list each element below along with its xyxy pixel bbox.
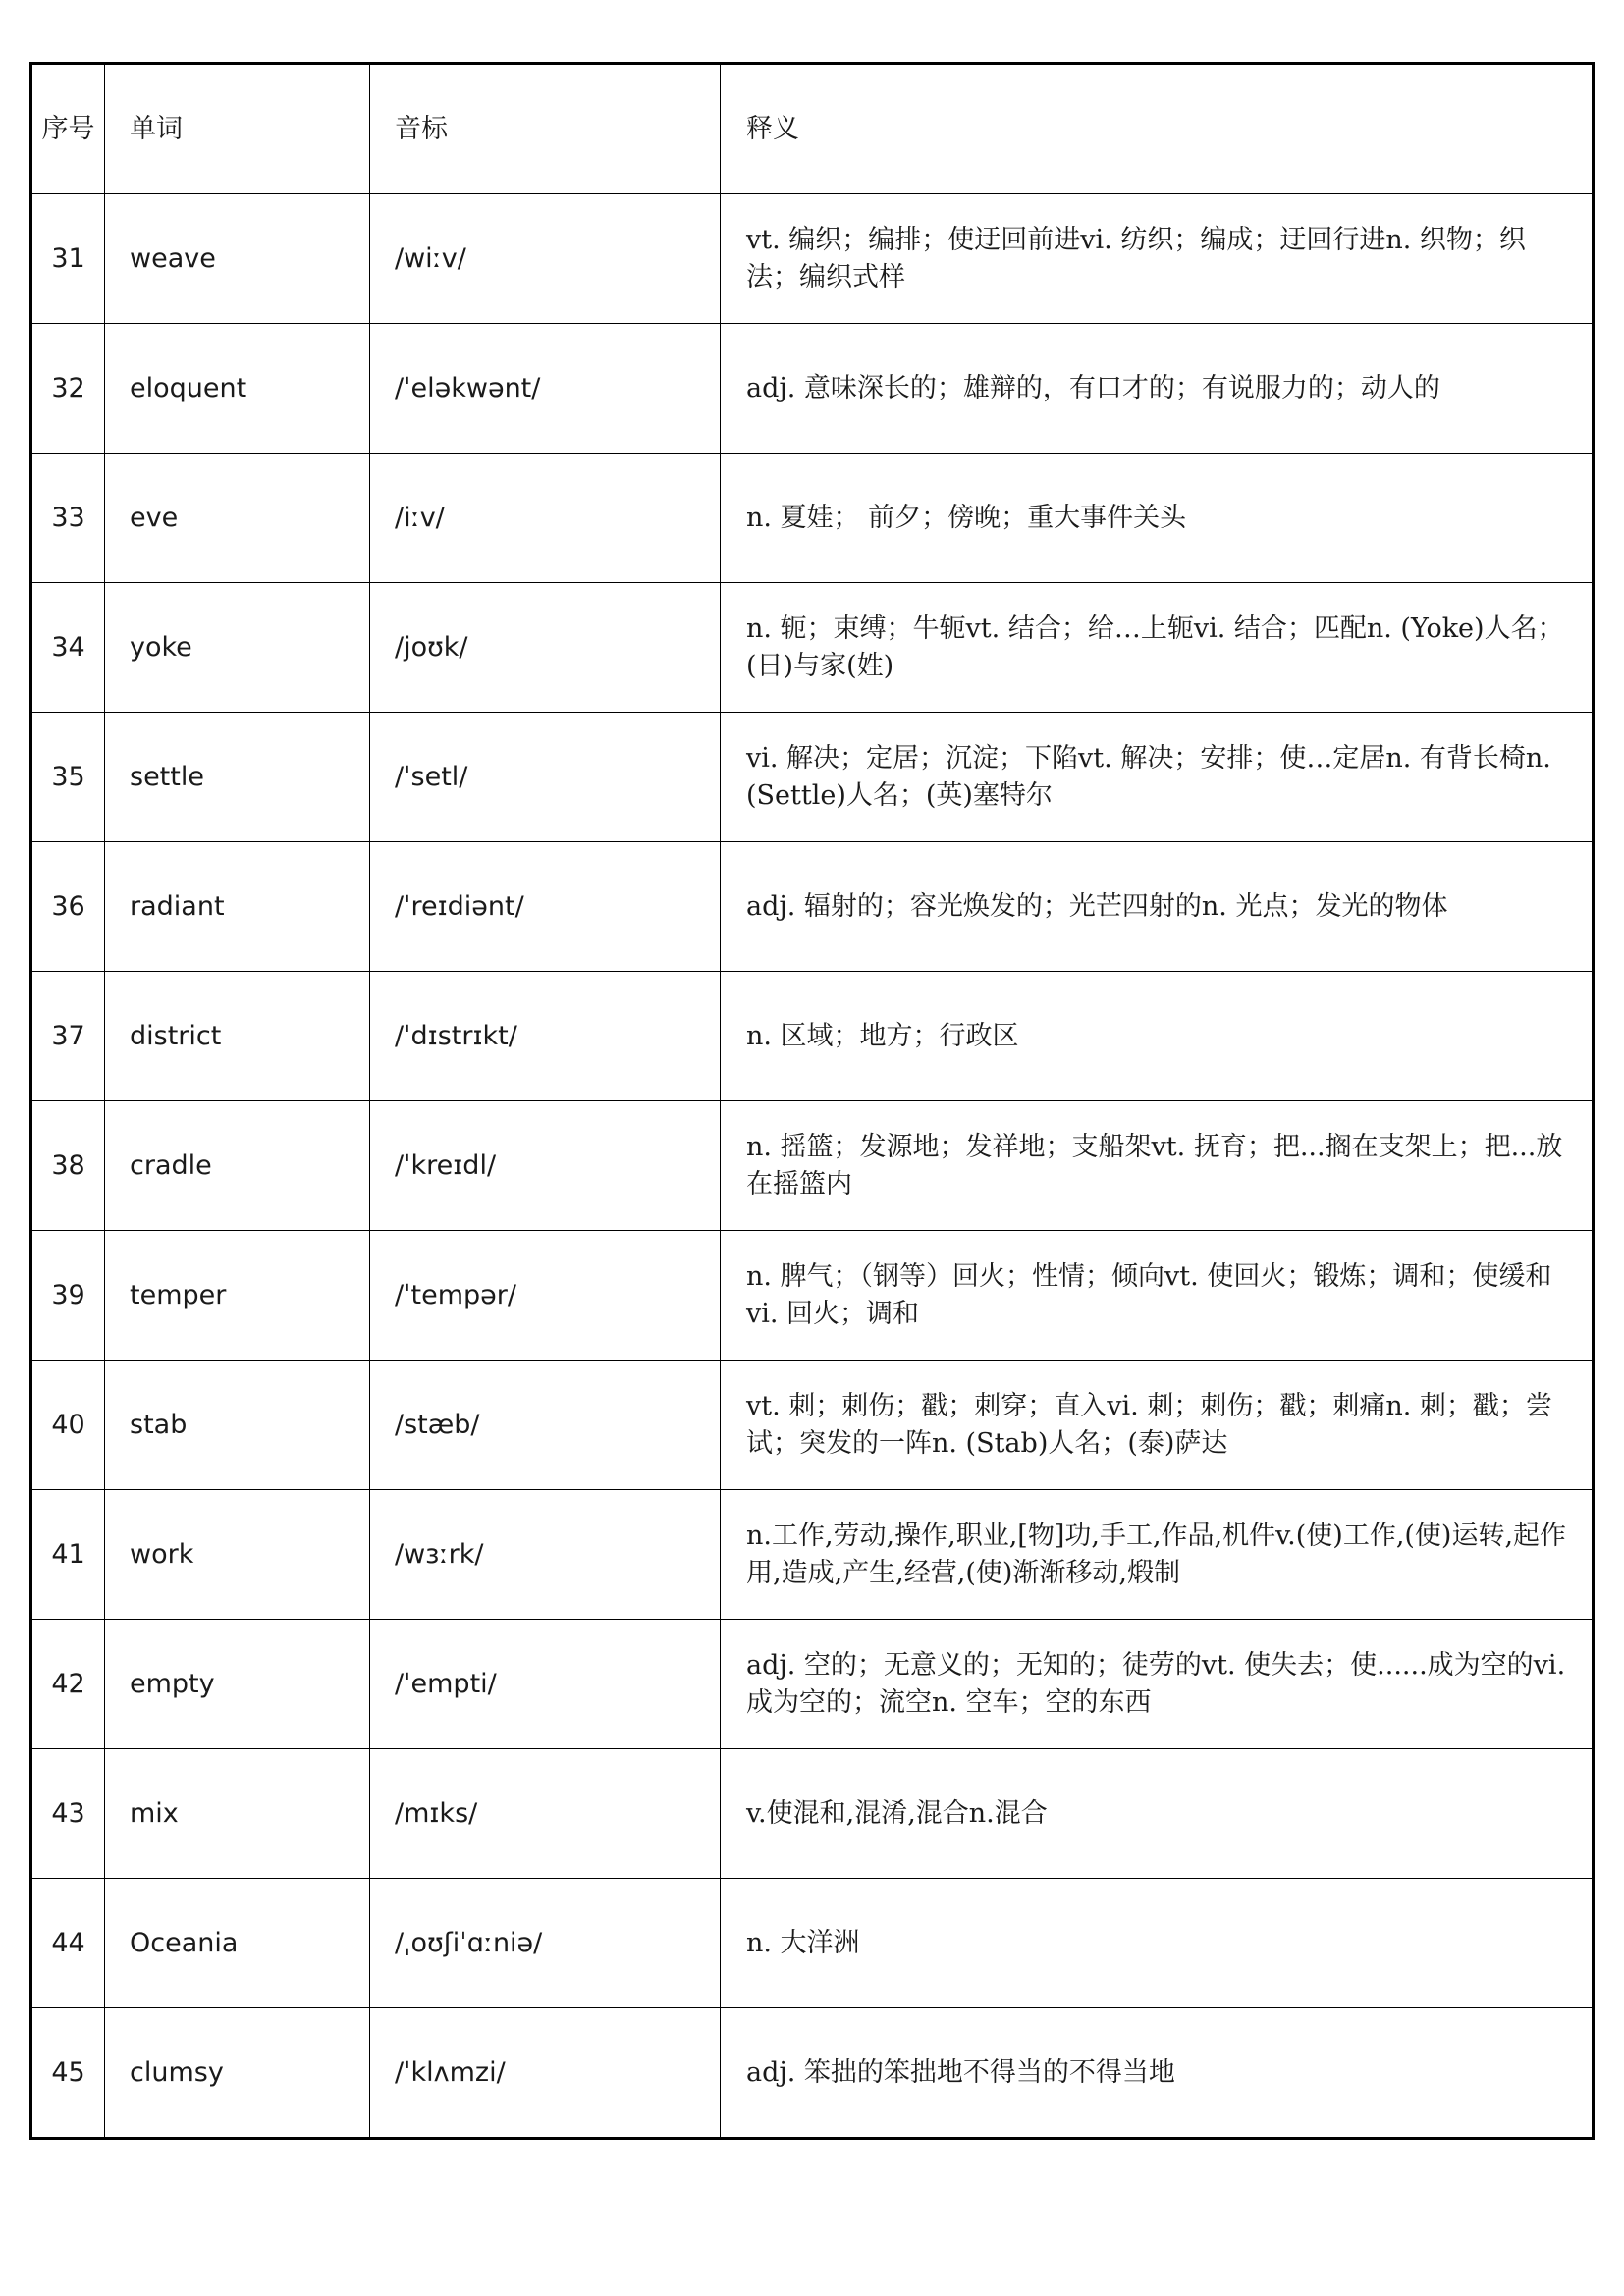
row-number: 35 [31,713,105,842]
row-phonetic: /ˈempti/ [370,1620,721,1749]
row-number: 37 [31,972,105,1101]
vocabulary-table-body [31,64,1594,2139]
row-phonetic: /ˈkreɪdl/ [370,1101,721,1231]
row-word: temper [105,1231,370,1361]
header-definition: 释义 [721,64,1594,194]
table-row [31,1101,1594,1231]
row-word: empty [105,1620,370,1749]
row-word: district [105,972,370,1101]
row-definition: adj. 意味深长的；雄辩的，有口才的；有说服力的；动人的 [721,324,1594,454]
row-phonetic: /wiːv/ [370,194,721,324]
row-word: cradle [105,1101,370,1231]
row-word: work [105,1490,370,1620]
row-definition: vt. 刺；刺伤；戳；刺穿；直入vi. 刺；刺伤；戳；刺痛n. 刺；戳；尝试；突发的一阵n. (Stab)人名；(泰)萨达 [721,1361,1594,1490]
row-number: 45 [31,2008,105,2139]
row-definition: adj. 空的；无意义的；无知的；徒劳的vt. 使失去；使......成为空的vi. 成为空的；流空n. 空车；空的东西 [721,1620,1594,1749]
table-row [31,194,1594,324]
row-number: 41 [31,1490,105,1620]
row-word: Oceania [105,1879,370,2008]
row-definition: n. 脾气；（钢等）回火；性情；倾向vt. 使回火；锻炼；调和；使缓和vi. 回火；调和 [721,1231,1594,1361]
table-row [31,324,1594,454]
row-word: clumsy [105,2008,370,2139]
row-phonetic: /ˈtempər/ [370,1231,721,1361]
row-word: settle [105,713,370,842]
vocabulary-table [29,62,1595,2140]
row-phonetic: /wɜːrk/ [370,1490,721,1620]
row-number: 36 [31,842,105,972]
row-number: 42 [31,1620,105,1749]
header-number: 序号 [31,64,105,194]
row-number: 43 [31,1749,105,1879]
row-definition: n. 区域；地方；行政区 [721,972,1594,1101]
row-definition: v.使混和,混淆,混合n.混合 [721,1749,1594,1879]
row-number: 39 [31,1231,105,1361]
row-word: stab [105,1361,370,1490]
row-phonetic: /iːv/ [370,454,721,583]
row-number: 40 [31,1361,105,1490]
table-header-row [31,64,1594,194]
table-row [31,1879,1594,2008]
row-phonetic: /ˈreɪdiənt/ [370,842,721,972]
table-row [31,1231,1594,1361]
row-word: eve [105,454,370,583]
table-row [31,713,1594,842]
row-word: eloquent [105,324,370,454]
row-phonetic: /ˈklʌmzi/ [370,2008,721,2139]
row-word: weave [105,194,370,324]
row-definition: n. 夏娃； 前夕；傍晚；重大事件关头 [721,454,1594,583]
table-row [31,454,1594,583]
table-row [31,1490,1594,1620]
row-phonetic: /ˌoʊʃiˈɑːniə/ [370,1879,721,2008]
table-row [31,2008,1594,2139]
row-phonetic: /ˈdɪstrɪkt/ [370,972,721,1101]
row-word: yoke [105,583,370,713]
table-row [31,972,1594,1101]
header-phonetic: 音标 [370,64,721,194]
row-number: 31 [31,194,105,324]
row-phonetic: /joʊk/ [370,583,721,713]
row-phonetic: /ˈsetl/ [370,713,721,842]
row-number: 34 [31,583,105,713]
row-definition: adj. 辐射的；容光焕发的；光芒四射的n. 光点；发光的物体 [721,842,1594,972]
header-word: 单词 [105,64,370,194]
row-phonetic: /mɪks/ [370,1749,721,1879]
row-number: 32 [31,324,105,454]
row-word: mix [105,1749,370,1879]
row-number: 33 [31,454,105,583]
row-definition: n. 轭；束缚；牛轭vt. 结合；给…上轭vi. 结合；匹配n. (Yoke)人名；(日)与家(姓) [721,583,1594,713]
row-definition: n. 大洋洲 [721,1879,1594,2008]
row-phonetic: /ˈeləkwənt/ [370,324,721,454]
row-definition: adj. 笨拙的笨拙地不得当的不得当地 [721,2008,1594,2139]
row-word: radiant [105,842,370,972]
row-definition: vi. 解决；定居；沉淀；下陷vt. 解决；安排；使…定居n. 有背长椅n. (Settle)人名；(英)塞特尔 [721,713,1594,842]
table-row [31,583,1594,713]
row-number: 44 [31,1879,105,2008]
row-definition: n.工作,劳动,操作,职业,[物]功,手工,作品,机件v.(使)工作,(使)运转,起作用,造成,产生,经营,(使)渐渐移动,煅制 [721,1490,1594,1620]
row-number: 38 [31,1101,105,1231]
table-row [31,1620,1594,1749]
table-row [31,842,1594,972]
table-row [31,1361,1594,1490]
row-definition: vt. 编织；编排；使迂回前进vi. 纺织；编成；迂回行进n. 织物；织法；编织式样 [721,194,1594,324]
table-row [31,1749,1594,1879]
row-phonetic: /stæb/ [370,1361,721,1490]
row-definition: n. 摇篮；发源地；发祥地；支船架vt. 抚育；把...搁在支架上；把...放在摇篮内 [721,1101,1594,1231]
